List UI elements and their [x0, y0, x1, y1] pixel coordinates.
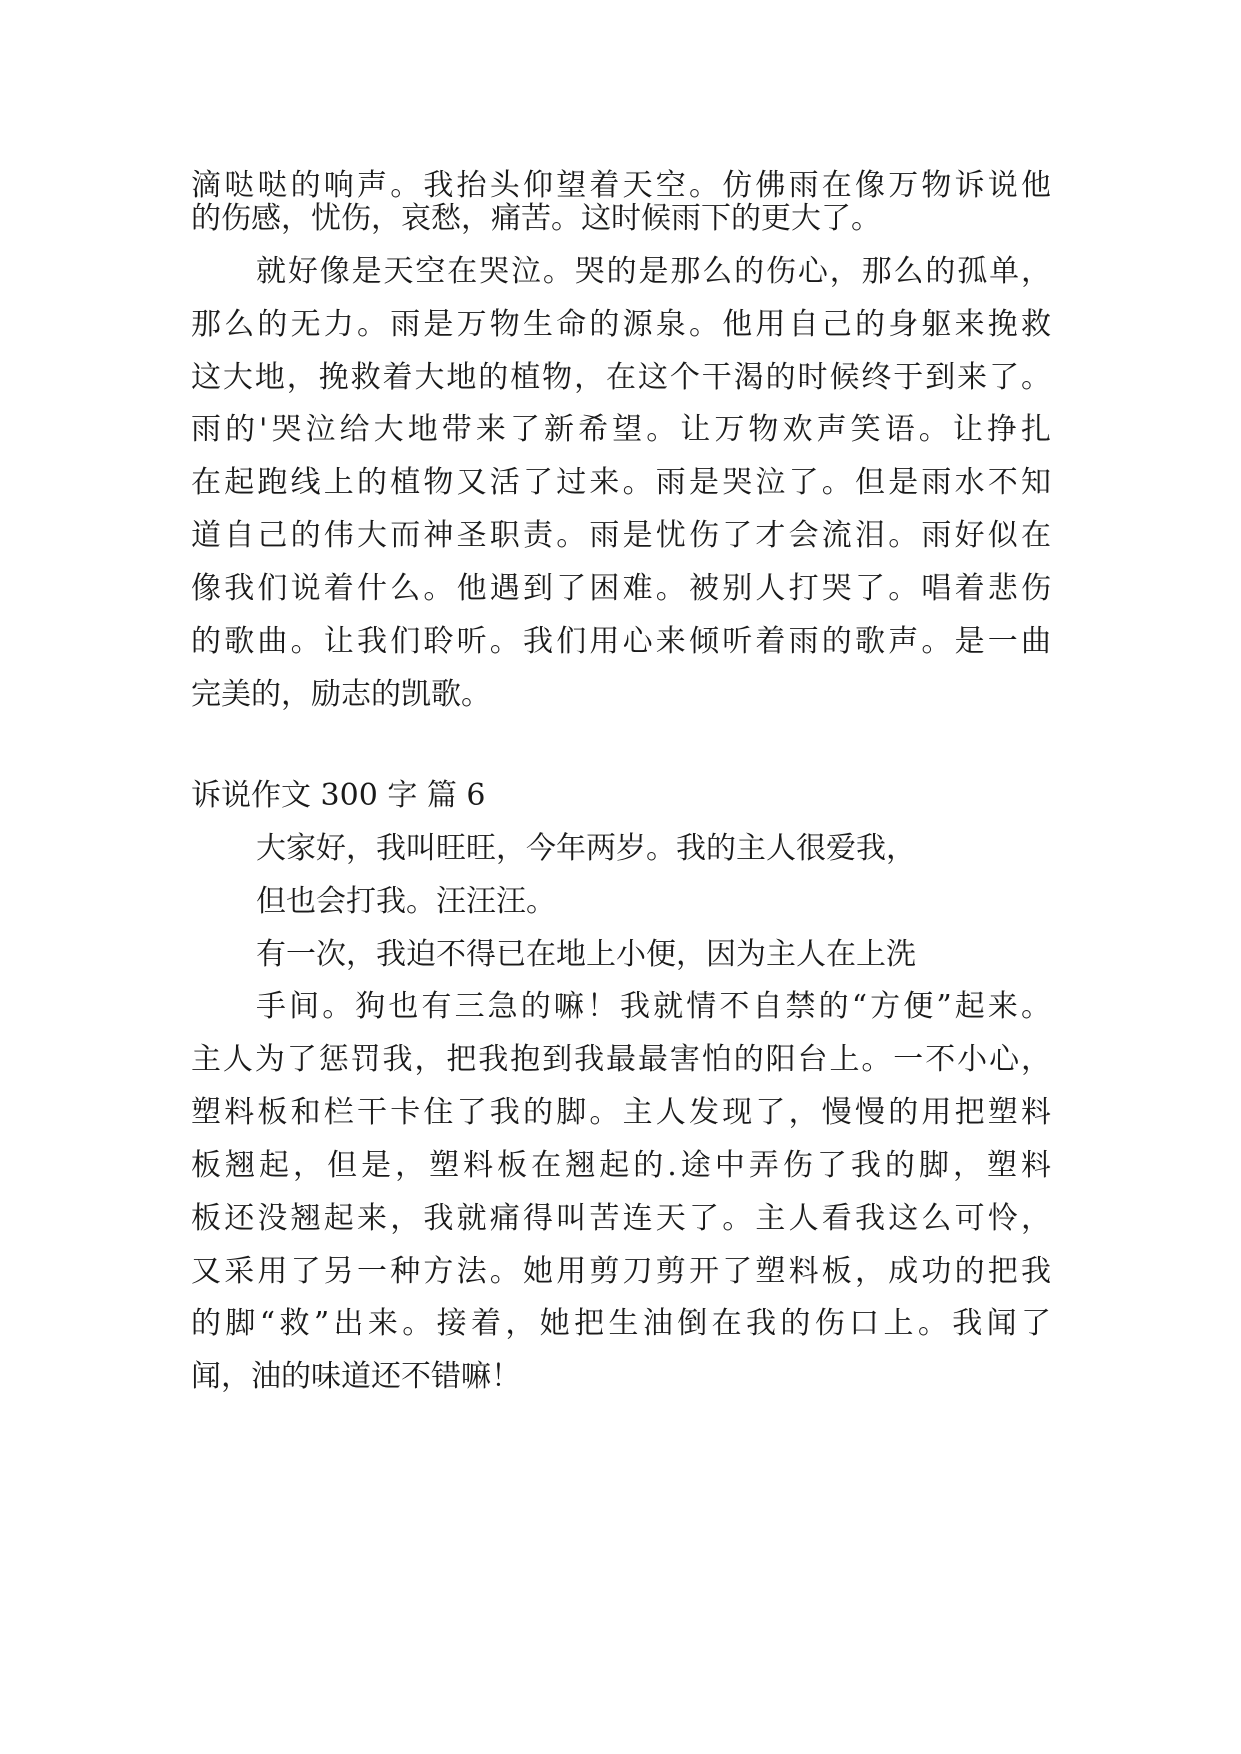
paragraph-line: 的歌曲。让我们聆听。我们用心来倾听着雨的歌声。是一曲: [191, 624, 1051, 659]
paragraph-line: 板还没翘起来，我就痛得叫苦连天了。主人看我这么可怜，: [191, 1201, 1051, 1236]
paragraph-line: 雨的'哭泣给大地带来了新希望。让万物欢声笑语。让挣扎: [191, 412, 1051, 447]
paragraph-line: 有一次，我迫不得已在地上小便，因为主人在上洗: [256, 937, 916, 972]
paragraph-line: 板翘起，但是，塑料板在翘起的.途中弄伤了我的脚，塑料: [191, 1148, 1051, 1183]
paragraph-line: 道自己的伟大而神圣职责。雨是忧伤了才会流泪。雨好似在: [191, 518, 1051, 553]
paragraph-line: 闻，油的味道还不错嘛！: [191, 1359, 521, 1394]
paragraph-line: 手间。狗也有三急的嘛！我就情不自禁的“方便”起来。: [256, 989, 1051, 1024]
paragraph-line: 就好像是天空在哭泣。哭的是那么的伤心，那么的孤单，: [256, 254, 1051, 289]
paragraph-line: 又采用了另一种方法。她用剪刀剪开了塑料板，成功的把我: [191, 1254, 1051, 1289]
paragraph-line: 的伤感，忧伤，哀愁，痛苦。这时候雨下的更大了。: [191, 201, 881, 236]
paragraph-line: 在起跑线上的植物又活了过来。雨是哭泣了。但是雨水不知: [191, 465, 1051, 500]
paragraph-line: 滴哒哒的响声。我抬头仰望着天空。仿佛雨在像万物诉说他: [191, 168, 1051, 203]
section-heading: 诉说作文 300 字 篇 6: [191, 778, 486, 813]
paragraph-line: 大家好，我叫旺旺，今年两岁。我的主人很爱我，: [256, 831, 916, 866]
paragraph-line: 的脚“救”出来。接着，她把生油倒在我的伤口上。我闻了: [191, 1306, 1051, 1341]
paragraph-line: 完美的，励志的凯歌。: [191, 677, 491, 712]
paragraph-line: 但也会打我。汪汪汪。: [256, 884, 556, 919]
paragraph-line: 主人为了惩罚我，把我抱到我最最害怕的阳台上。一不小心，: [191, 1042, 1051, 1077]
paragraph-line: 那么的无力。雨是万物生命的源泉。他用自己的身躯来挽救: [191, 307, 1051, 342]
paragraph-line: 塑料板和栏干卡住了我的脚。主人发现了，慢慢的用把塑料: [191, 1095, 1051, 1130]
paragraph-line: 像我们说着什么。他遇到了困难。被别人打哭了。唱着悲伤: [191, 571, 1051, 606]
paragraph-line: 这大地，挽救着大地的植物，在这个干渴的时候终于到来了。: [191, 360, 1051, 395]
